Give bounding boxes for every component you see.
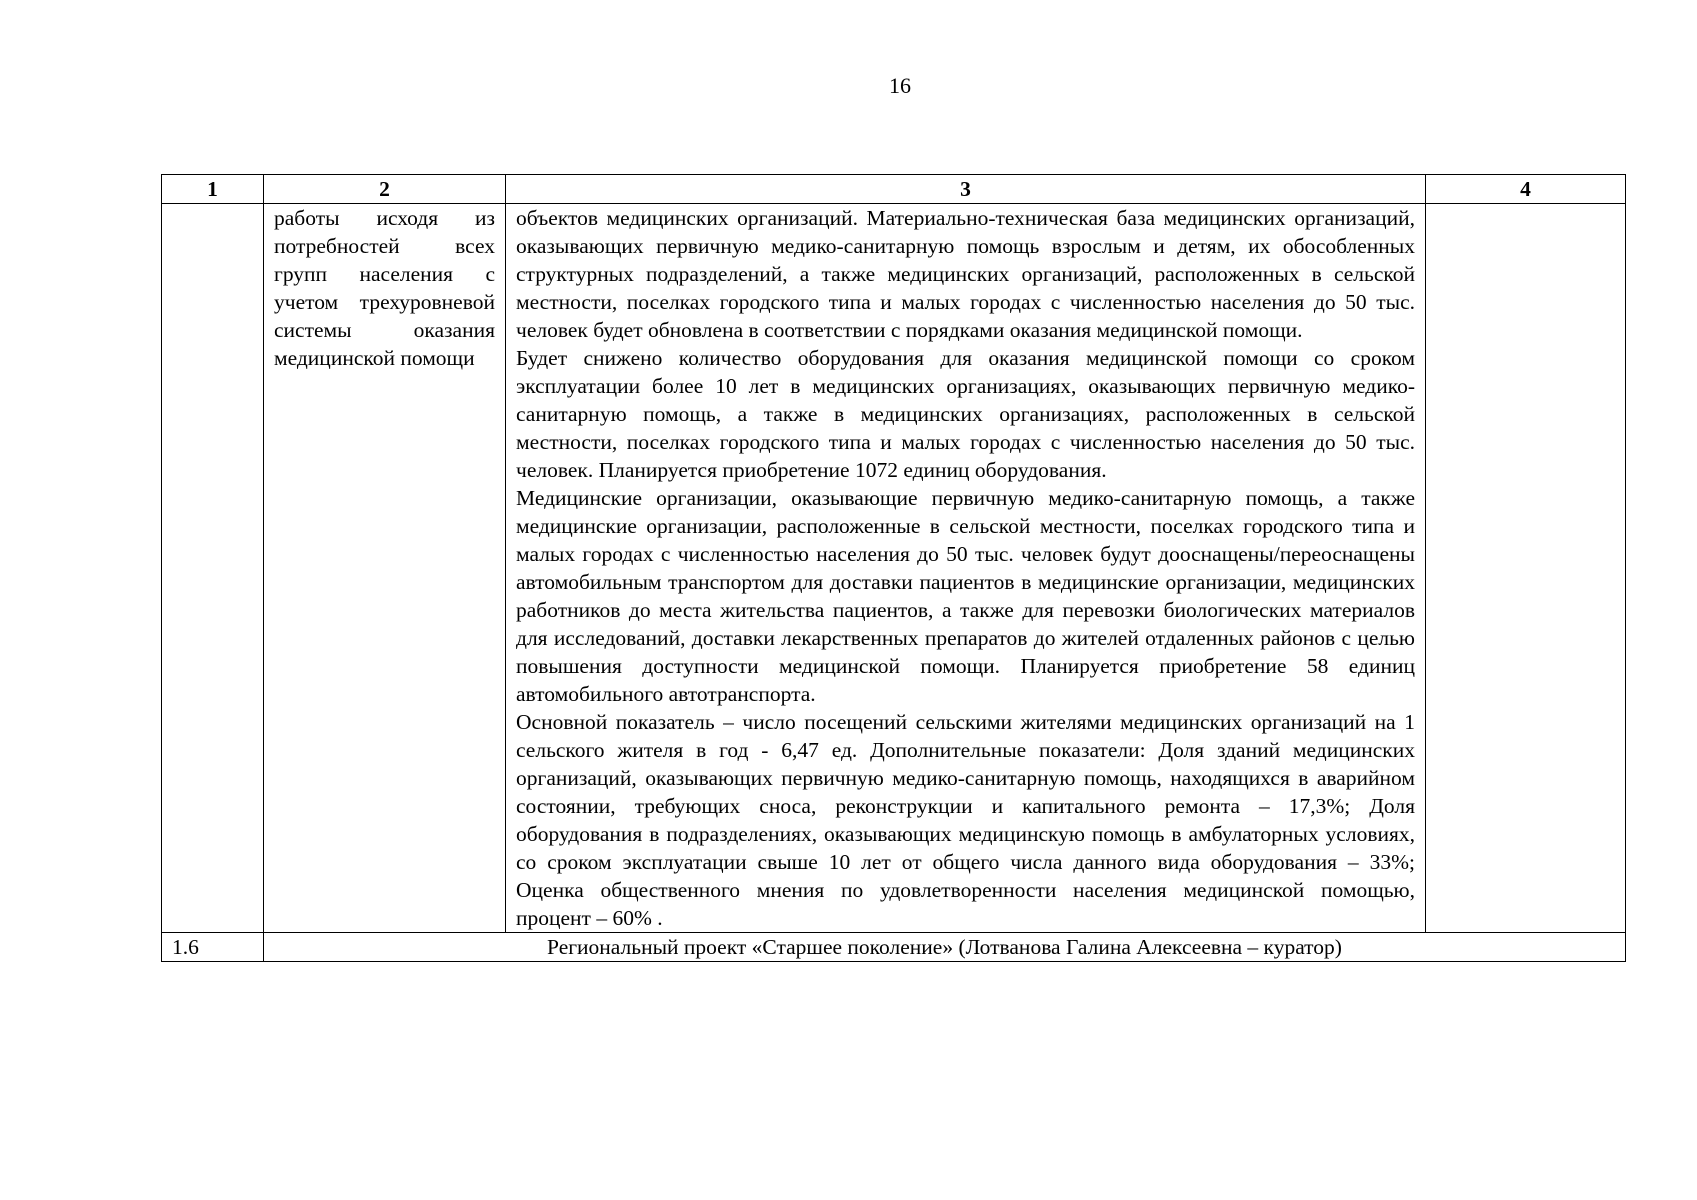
results-paragraph-2: Будет снижено количество оборудования для оказания медицинской помощи со сроком эксплуатации более 10 лет в медицинских организациях, оказывающих первичную медико-санитарную помощь, а также в медицинских организациях, расположенных в сельской местности, поселках городского типа и малых городах с численностью населения до 50 тыс. человек. Планируется приобретение 1072 единиц оборудования. bbox=[516, 346, 1415, 482]
table-header-row bbox=[162, 175, 1626, 204]
header-cell-4: 4 bbox=[1426, 175, 1626, 204]
table-row-project bbox=[162, 933, 1626, 962]
results-paragraph-4: Основной показатель – число посещений сельскими жителями медицинских организаций на 1 сельского жителя в год - 6,47 ед. Дополнительные показатели: Доля зданий медицинских организаций, оказывающих первичную медико-санитарную помощь, находящихся в аварийном состоянии, требующих сноса, реконструкции и капитального ремонта – 17,3%; Доля оборудования в подразделениях, оказывающих медицинскую помощь в амбулаторных условиях, со сроком эксплуатации свыше 10 лет от общего числа данного вида оборудования – 33%; Оценка общественного мнения по удовлетворенности населения медицинской помощью, процент – 60% . bbox=[516, 710, 1415, 930]
project-title: Региональный проект «Старшее поколение» (Лотванова Галина Алексеевна – куратор) bbox=[264, 933, 1626, 962]
results-paragraph-1: объектов медицинских организаций. Материально-техническая база медицинских организаций, оказывающих первичную медико-санитарную помощь взрослым и детям, их обособленных структурных подразделений, а также медицинских организаций, расположенных в сельской местности, поселках городского типа и малых городах с численностью населения до 50 тыс. человек будет обновлена в соответствии с порядками оказания медицинской помощи. bbox=[516, 206, 1415, 342]
project-number: 1.6 bbox=[162, 933, 264, 962]
content-table bbox=[161, 174, 1626, 962]
header-cell-1: 1 bbox=[162, 175, 264, 204]
task-description-text: работы исходя из потребностей всех групп населения с учетом трехуровневой системы оказания медицинской помощи bbox=[274, 206, 495, 370]
header-cell-3: 3 bbox=[506, 175, 1426, 204]
cell-column4-empty bbox=[1426, 204, 1626, 933]
cell-number-empty bbox=[162, 204, 264, 933]
cell-task-description bbox=[264, 204, 506, 933]
table-row-continuation bbox=[162, 204, 1626, 933]
page-number: 16 bbox=[889, 73, 911, 98]
header-cell-2: 2 bbox=[264, 175, 506, 204]
results-paragraph-3: Медицинские организации, оказывающие первичную медико-санитарную помощь, а также медицинские организации, расположенные в сельской местности, поселках городского типа и малых городах с численностью населения до 50 тыс. человек будут дооснащены/переоснащены автомобильным транспортом для доставки пациентов в медицинские организации, медицинских работников до места жительства пациентов, а также для перевозки биологических материалов для исследований, доставки лекарственных препаратов до жителей отдаленных районов с целью повышения доступности медицинской помощи. Планируется приобретение 58 единиц автомобильного автотранспорта. bbox=[516, 486, 1415, 706]
cell-results-description bbox=[506, 204, 1426, 933]
